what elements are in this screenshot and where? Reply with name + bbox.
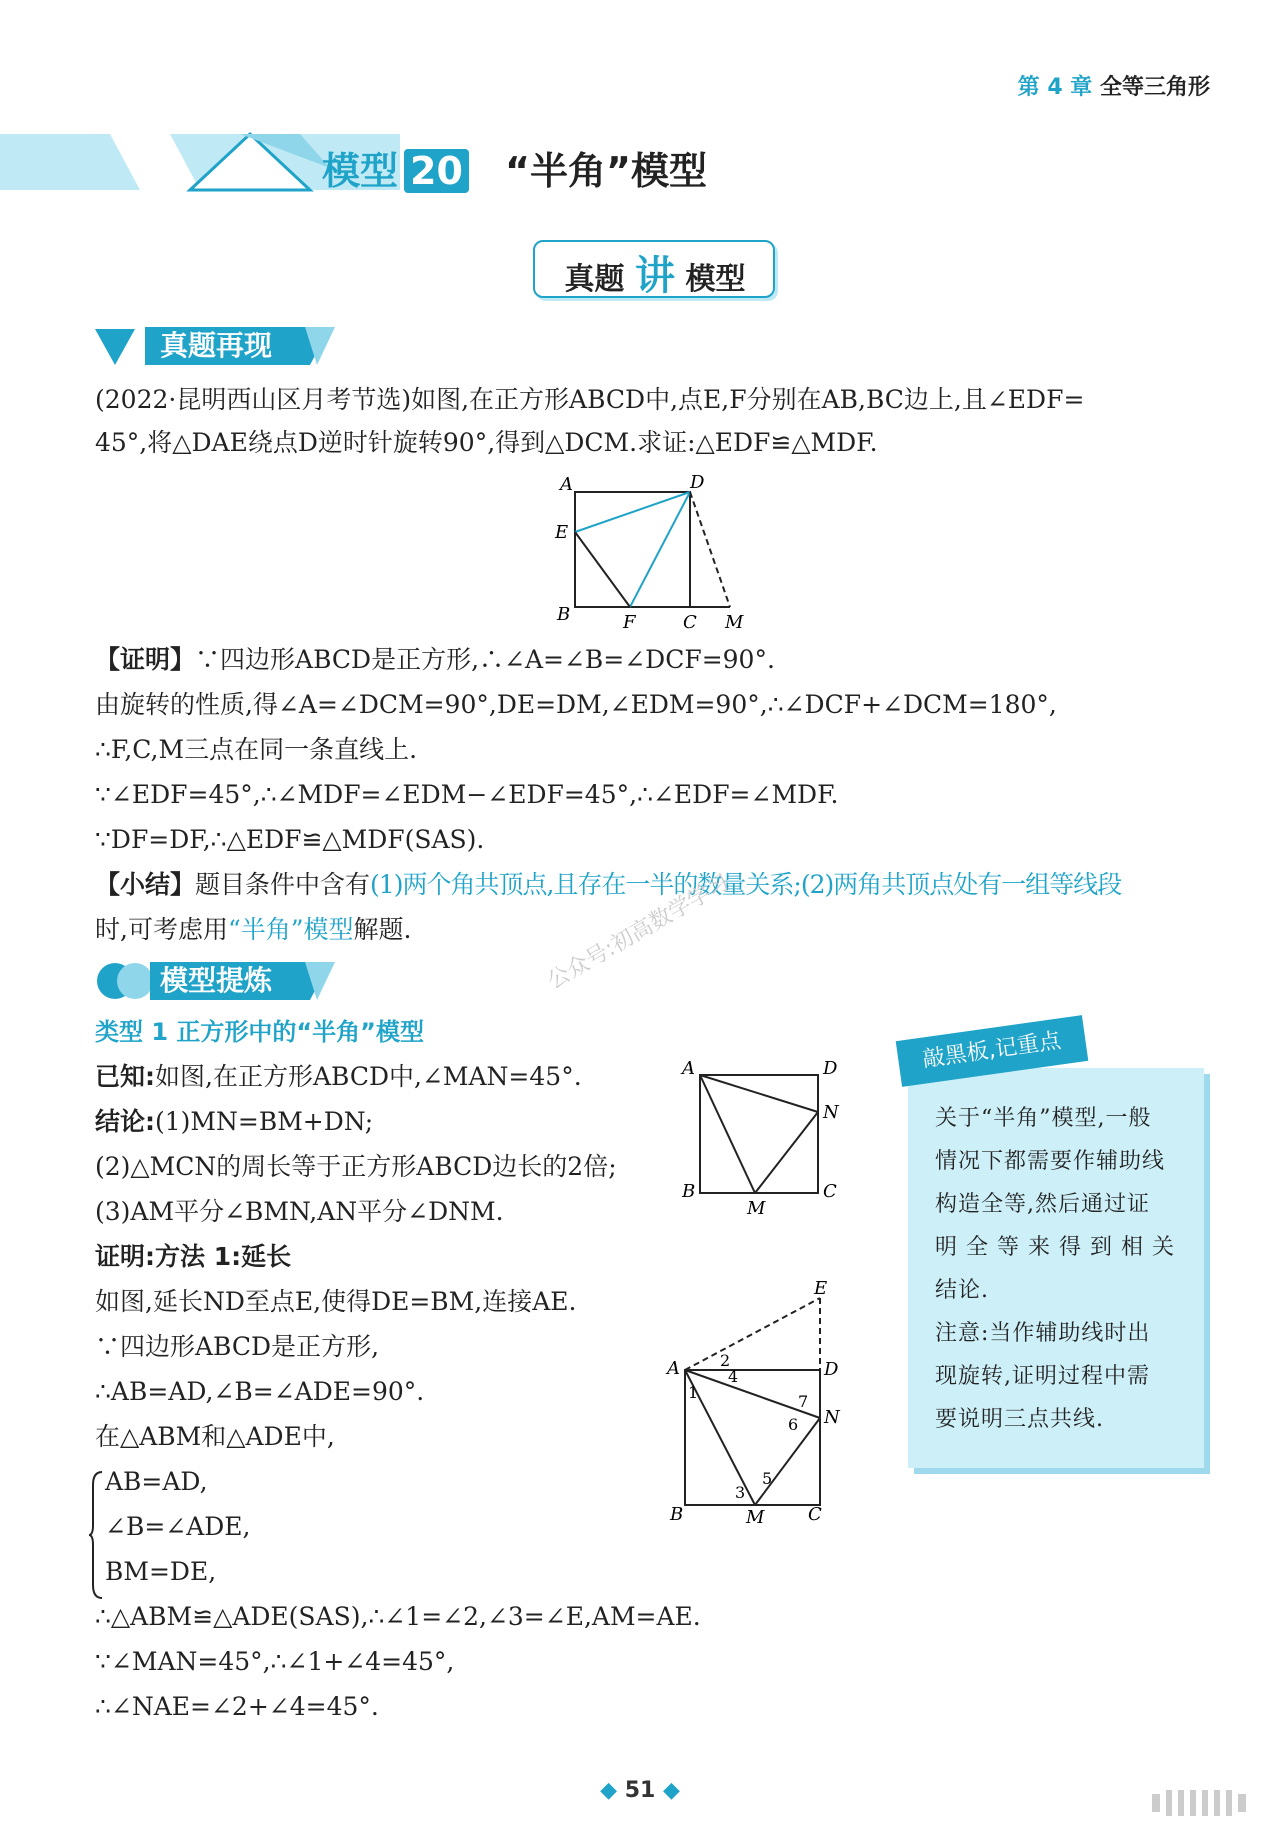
problem-line-1: (2022·昆明西山区月考节选)如图,在正方形ABCD中,点E,F分别在AB,BC边上,且∠EDF= bbox=[95, 385, 1085, 414]
section-title-2: 模型提炼 bbox=[160, 964, 273, 997]
sidebar-line-2: 情况下都需要作辅助线 bbox=[935, 1149, 1166, 1174]
method-label: 证明:方法 1:延长 bbox=[95, 1242, 292, 1271]
proof-line-2: 由旋转的性质,得∠A=∠DCM=90°,DE=DM,∠EDM=90°,∴∠DCF+∠DCM=180°, bbox=[95, 690, 1057, 719]
conclusion-3: (3)AM平分∠BMN,AN平分∠DNM. bbox=[95, 1197, 504, 1226]
section-title-1: 真题再现 bbox=[160, 329, 273, 362]
topic-title: “半角”模型 bbox=[505, 149, 707, 193]
summary-highlight-1: (1)两个角共顶点,且存在一半的数量关系;(2)两角共顶点处有一组等线段 bbox=[370, 870, 1122, 899]
method-line-5: ∴△ABM≌△ADE(SAS),∴∠1=∠2,∠3=∠E,AM=AE. bbox=[95, 1602, 701, 1631]
page-number bbox=[0, 1778, 1280, 1803]
section-heading-2 bbox=[95, 960, 335, 1002]
brace-line-1: AB=AD, bbox=[105, 1467, 208, 1496]
fig3-label-B: B bbox=[670, 1504, 684, 1525]
fig2-label-C: C bbox=[823, 1181, 837, 1202]
chapter-header bbox=[1018, 70, 1210, 101]
summary-text-2: 时,可考虑用 bbox=[95, 915, 228, 944]
sidebar-line-1: 关于“半角”模型,一般 bbox=[935, 1106, 1152, 1131]
chapter-label: 第 4 章 bbox=[1017, 75, 1093, 100]
fig1-label-F: F bbox=[623, 612, 636, 633]
proof-line-1 bbox=[95, 643, 775, 677]
barcode-icon bbox=[1152, 1790, 1262, 1816]
proof-label: 【证明】 bbox=[95, 645, 196, 674]
fig3-angle-4: 4 bbox=[728, 1367, 739, 1386]
known-label: 已知: bbox=[95, 1062, 155, 1091]
sidebar-line-6: 注意:当作辅助线时出 bbox=[935, 1321, 1151, 1346]
problem-line-2: 45°,将△DAE绕点D逆时针旋转90°,得到△DCM.求证:△EDF≌△MDF. bbox=[95, 428, 878, 457]
page-number-text: 51 bbox=[624, 1778, 656, 1803]
sidebar-line-5: 结论. bbox=[935, 1278, 989, 1303]
figure-1 bbox=[545, 470, 765, 635]
fig2-label-D: D bbox=[823, 1058, 838, 1079]
sidebar-line-8: 要说明三点共线. bbox=[935, 1407, 1104, 1432]
fig1-label-B: B bbox=[557, 604, 571, 625]
jiang-right: 模型 bbox=[685, 262, 746, 297]
method-line-7: ∴∠NAE=∠2+∠4=45°. bbox=[95, 1692, 379, 1721]
fig1-label-A: A bbox=[560, 474, 573, 495]
diamond-icon: ◆ bbox=[600, 1778, 618, 1803]
summary-label: 【小结】 bbox=[95, 870, 196, 899]
conclusion-1: (1)MN=BM+DN; bbox=[155, 1107, 374, 1136]
fig2-label-B: B bbox=[682, 1181, 696, 1202]
section-heading-1 bbox=[95, 325, 335, 367]
model-label-text: 模型 bbox=[322, 149, 399, 193]
figure-3 bbox=[660, 1280, 850, 1530]
figure-2 bbox=[675, 1050, 850, 1220]
fig3-angle-6: 6 bbox=[788, 1415, 799, 1434]
proof-line-5: ∵DF=DF,∴△EDF≌△MDF(SAS). bbox=[95, 825, 485, 854]
proof-line-1-text: ∵四边形ABCD是正方形,∴∠A=∠B=∠DCF=90°. bbox=[195, 645, 775, 674]
summary-line-1 bbox=[95, 868, 1121, 902]
type1-title: 类型 1 正方形中的“半角”模型 bbox=[95, 1018, 424, 1046]
fig3-angle-3: 3 bbox=[735, 1483, 746, 1502]
model-number: 20 bbox=[404, 149, 469, 193]
jiang-middle: 讲 bbox=[635, 253, 675, 299]
method-line-6: ∵∠MAN=45°,∴∠1+∠4=45°, bbox=[95, 1647, 455, 1676]
proof-line-4: ∵∠EDF=45°,∴∠MDF=∠EDM−∠EDF=45°,∴∠EDF=∠MDF. bbox=[95, 780, 839, 809]
fig3-label-M: M bbox=[746, 1507, 765, 1528]
fig3-label-D: D bbox=[824, 1359, 839, 1380]
method-line-2: ∵四边形ABCD是正方形, bbox=[95, 1332, 380, 1361]
fig2-label-A: A bbox=[682, 1058, 695, 1079]
brace-icon bbox=[88, 1470, 104, 1600]
conclusion-line-1 bbox=[95, 1105, 373, 1139]
fig3-label-E: E bbox=[814, 1280, 828, 1299]
fig3-angle-7: 7 bbox=[798, 1392, 809, 1411]
diamond-icon: ◆ bbox=[662, 1778, 680, 1803]
fig3-angle-2: 2 bbox=[720, 1351, 731, 1370]
sidebar-line-7: 现旋转,证明过程中需 bbox=[935, 1364, 1150, 1389]
conclusion-label: 结论: bbox=[95, 1107, 155, 1136]
sidebar-line-3: 构造全等,然后通过证 bbox=[935, 1192, 1150, 1217]
method-line-4: 在△ABM和△ADE中, bbox=[95, 1422, 335, 1451]
jiang-title bbox=[545, 244, 765, 301]
proof-line-3: ∴F,C,M三点在同一条直线上. bbox=[95, 735, 418, 764]
sidebar-tag: 敲黑板,记重点 bbox=[896, 1015, 1089, 1087]
watermark: 公众号:初高数学学习 bbox=[543, 870, 734, 995]
fig2-label-M: M bbox=[747, 1198, 766, 1219]
summary-text-3: 解题. bbox=[353, 915, 412, 944]
fig1-label-D: D bbox=[690, 472, 705, 493]
summary-text-1: 题目条件中含有 bbox=[195, 870, 371, 899]
fig1-label-E: E bbox=[555, 522, 569, 543]
known-line bbox=[95, 1060, 582, 1094]
fig3-angle-5: 5 bbox=[762, 1469, 773, 1488]
fig3-label-A: A bbox=[667, 1358, 680, 1379]
method-line-3: ∴AB=AD,∠B=∠ADE=90°. bbox=[95, 1377, 425, 1406]
fig1-label-M: M bbox=[725, 612, 744, 633]
model-label bbox=[322, 140, 469, 195]
known-text: 如图,在正方形ABCD中,∠MAN=45°. bbox=[155, 1062, 582, 1091]
fig3-label-C: C bbox=[808, 1504, 822, 1525]
jiang-left: 真题 bbox=[564, 262, 625, 297]
fig3-angle-1: 1 bbox=[688, 1383, 699, 1402]
chapter-title: 全等三角形 bbox=[1099, 75, 1210, 100]
fig3-label-N: N bbox=[824, 1407, 840, 1428]
method-line-1: 如图,延长ND至点E,使得DE=BM,连接AE. bbox=[95, 1287, 577, 1316]
conclusion-2: (2)△MCN的周长等于正方形ABCD边长的2倍; bbox=[95, 1152, 617, 1181]
brace-line-2: ∠B=∠ADE, bbox=[105, 1512, 251, 1541]
summary-line-2 bbox=[95, 913, 411, 947]
fig2-label-N: N bbox=[823, 1102, 839, 1123]
summary-highlight-2: “半角”模型 bbox=[227, 915, 354, 944]
sidebar-line-4: 明全等来得到相关 bbox=[935, 1235, 1184, 1260]
brace-line-3: BM=DE, bbox=[105, 1557, 217, 1586]
fig1-label-C: C bbox=[683, 612, 697, 633]
